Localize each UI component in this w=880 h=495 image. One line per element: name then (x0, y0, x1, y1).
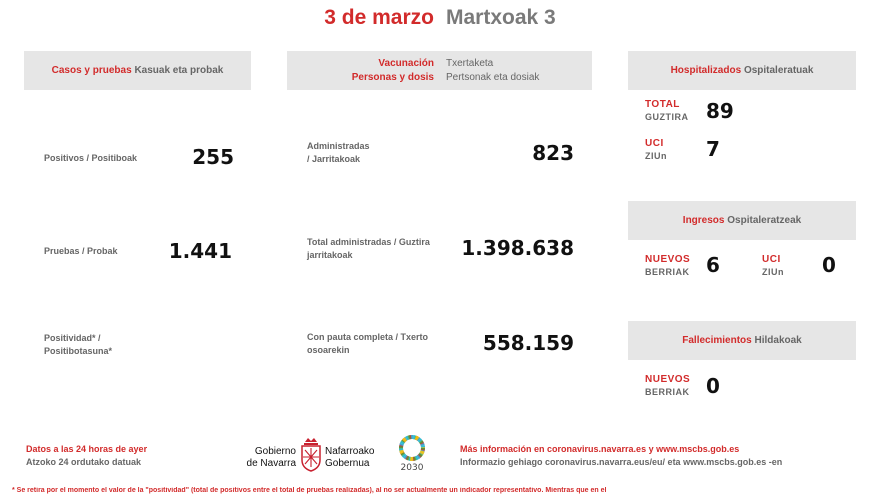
administradas-label-line2: / Jarritakoak (307, 154, 361, 164)
vacunacion-header-eu (446, 57, 539, 85)
positividad-footnote: * Se retira por el momento el valor de la "positividad" (total de positivos entre el total de pruebas realizadas), al no ser actualmente un indicador representativo. Mientras que en el (12, 487, 607, 494)
page-title (0, 6, 880, 30)
ingresos-nuevos-label-eu: BERRIAK (645, 267, 690, 277)
ingresos-nuevos-label-es: NUEVOS (645, 254, 691, 265)
casos-header-eu: Kasuak eta probak (134, 65, 224, 76)
ingresos-nuevos-label (645, 253, 690, 279)
ingresos-nuevos-value: 6 (706, 253, 720, 277)
info-links-eu: Informazio gehiago coronavirus.navarra.eus/eu/ eta www.mscbs.gob.es -en (460, 457, 783, 467)
gobierno-logo-es-line2: de Navarra (246, 458, 296, 469)
positividad-label (44, 332, 112, 358)
pauta-completa-label-line1: Con pauta completa / Txerto (307, 332, 429, 342)
gobierno-logo-es-line1: Gobierno (254, 446, 296, 457)
hosp-total-label (645, 98, 689, 124)
total-administradas-label-line1: Total administradas / Guztira (307, 237, 430, 247)
total-administradas-label-line2: jarritakoak (307, 250, 353, 260)
pruebas-label: Pruebas / Probak (44, 246, 118, 256)
vacunacion-header-es-line2: Personas y dosis (351, 72, 434, 83)
fallecimientos-header-eu: Hildakoak (754, 335, 802, 346)
datos-note (26, 443, 147, 469)
vacunacion-header-eu-line2: Pertsonak eta dosiak (446, 72, 540, 83)
agenda-2030-logo (396, 433, 428, 475)
ingresos-uci-value: 0 (822, 253, 836, 277)
hospitalizados-header-es: Hospitalizados (670, 65, 742, 76)
pruebas-value: 1.441 (168, 239, 232, 263)
ingresos-header-es: Ingresos (682, 215, 725, 226)
hosp-uci-value: 7 (706, 137, 720, 161)
positivos-value: 255 (192, 145, 234, 169)
ingresos-header (628, 201, 856, 240)
hosp-uci-label (645, 137, 667, 163)
gobierno-logo-eu (325, 446, 374, 470)
title-date-eu: Martxoak 3 (446, 6, 556, 29)
datos-note-es: Datos a las 24 horas de ayer (26, 444, 148, 454)
hospitalizados-header (628, 51, 856, 90)
casos-header (24, 51, 251, 90)
pauta-completa-label-line2: osoarekin (307, 345, 350, 355)
pauta-completa-value: 558.159 (482, 331, 574, 355)
title-date-es: 3 de marzo (324, 6, 434, 29)
positivos-label: Positivos / Positiboak (44, 153, 138, 163)
gobierno-logo-eu-line1: Nafarroako (325, 446, 375, 457)
hospitalizados-header-eu: Ospitaleratuak (743, 65, 814, 76)
hosp-uci-label-es: UCI (645, 138, 664, 149)
datos-note-eu: Atzoko 24 ordutako datuak (26, 457, 142, 467)
vacunacion-header (287, 51, 592, 90)
gobierno-logo-eu-line2: Gobernua (325, 458, 370, 469)
ingresos-uci-label-es: UCI (762, 254, 781, 265)
total-administradas-label (307, 236, 430, 262)
fallecimientos-nuevos-label-es: NUEVOS (645, 374, 691, 385)
positividad-label-eu: Positibotasuna* (44, 346, 113, 356)
administradas-label-line1: Administradas (307, 141, 370, 151)
vacunacion-header-eu-line1: Txertaketa (446, 58, 494, 69)
agenda-2030-text: 2030 (400, 463, 424, 473)
vacunacion-header-es-line1: Vacunación (378, 58, 434, 69)
positividad-label-es: Positividad* / (44, 333, 101, 343)
gobierno-logo (238, 436, 388, 474)
total-administradas-value: 1.398.638 (461, 236, 574, 260)
vacunacion-header-es (352, 57, 434, 85)
ingresos-header-eu: Ospitaleratzeak (727, 215, 802, 226)
ingresos-uci-label-eu: ZIUn (762, 267, 784, 277)
ingresos-uci-label (762, 253, 784, 279)
fallecimientos-header-es: Fallecimientos (682, 335, 752, 346)
administradas-label (307, 140, 370, 166)
fallecimientos-value: 0 (706, 374, 720, 398)
fallecimientos-nuevos-label (645, 373, 690, 399)
sdg-wheel-icon (396, 433, 428, 463)
hosp-uci-label-eu: ZIUn (645, 151, 667, 161)
info-links (460, 443, 782, 469)
gobierno-logo-es (247, 446, 296, 470)
fallecimientos-nuevos-label-eu: BERRIAK (645, 387, 690, 397)
hosp-total-label-es: TOTAL (645, 99, 680, 110)
hosp-total-value: 89 (706, 99, 734, 123)
info-links-es: Más información en coronavirus.navarra.es y www.mscbs.gob.es (460, 444, 740, 454)
administradas-value: 823 (532, 141, 574, 165)
navarra-shield-icon (299, 436, 323, 472)
casos-header-es: Casos y pruebas (51, 65, 132, 76)
hosp-total-label-eu: GUZTIRA (645, 112, 689, 122)
pauta-completa-label (307, 331, 428, 357)
fallecimientos-header (628, 321, 856, 360)
